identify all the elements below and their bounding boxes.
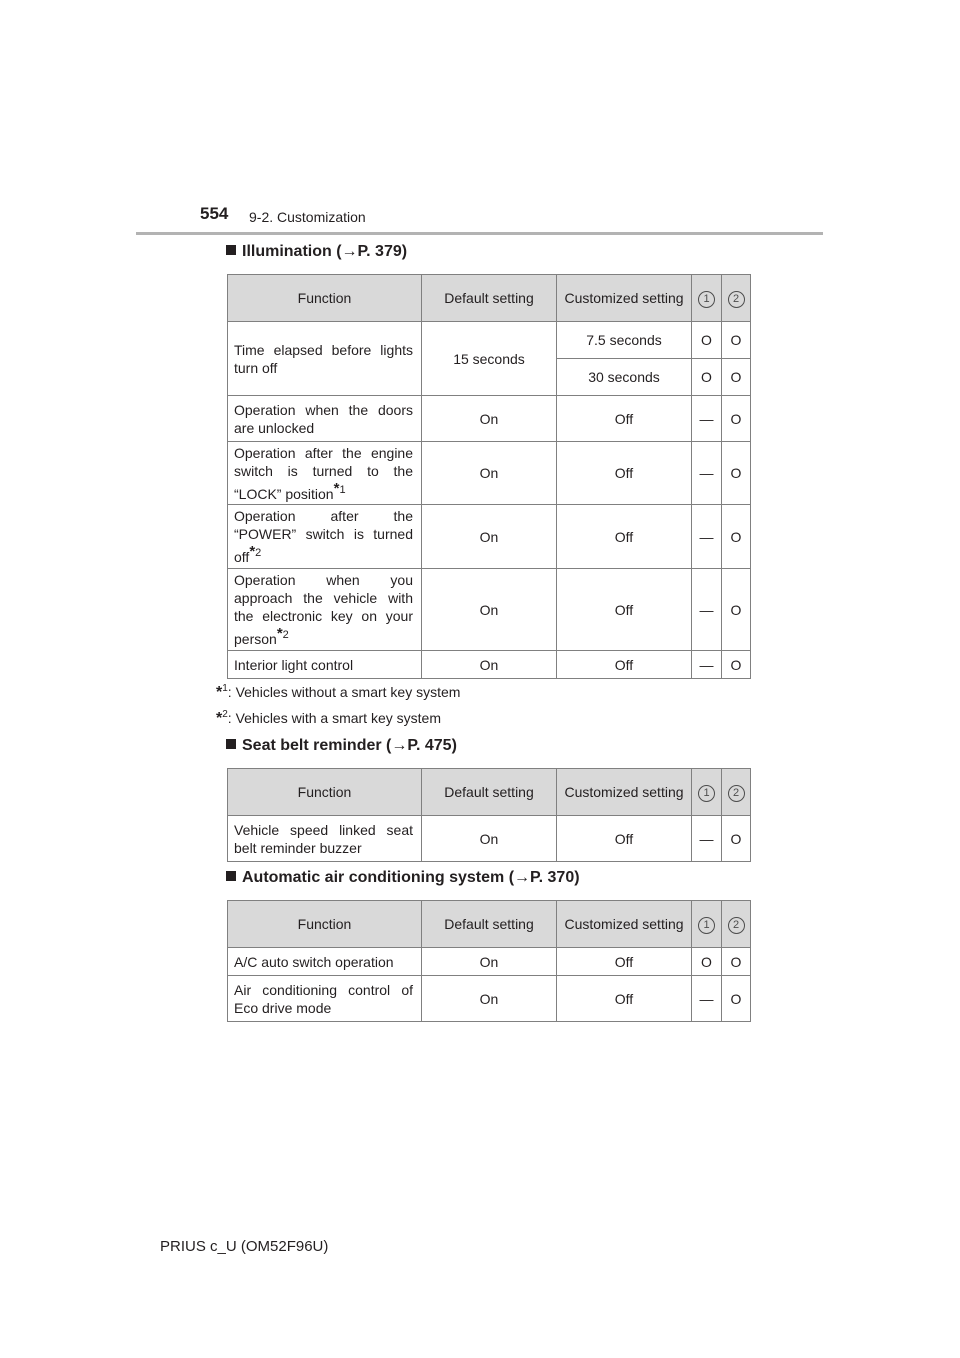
section-heading: 9-2. Customization <box>249 209 366 225</box>
column-header-customized: Customized setting <box>557 769 692 816</box>
option1-cell: — <box>692 816 722 862</box>
custom-cell: 7.5 seconds <box>557 322 692 359</box>
option2-cell: O <box>722 505 751 569</box>
custom-cell: Off <box>557 396 692 442</box>
column-header-default: Default setting <box>422 901 557 948</box>
default-cell: On <box>422 442 557 505</box>
column-header-customized: Customized setting <box>557 901 692 948</box>
column-header-1 <box>692 769 722 816</box>
table-header-row <box>228 901 751 948</box>
circled-1-icon: 1 <box>698 291 715 308</box>
option2-cell: O <box>722 976 751 1022</box>
circled-2-icon: 2 <box>728 917 745 934</box>
option1-cell: — <box>692 569 722 651</box>
function-cell: Vehicle speed linked seat belt reminder buzzer <box>228 816 422 862</box>
column-header-function: Function <box>228 769 422 816</box>
table-row <box>228 651 751 679</box>
function-cell: Operation when you approach the vehicle with the electronic key on your person$^{*2}$ <box>228 569 422 651</box>
option1-cell: O <box>692 359 722 396</box>
option2-cell: O <box>722 816 751 862</box>
column-header-function: Function <box>228 275 422 322</box>
column-header-2 <box>722 769 751 816</box>
option1-cell: O <box>692 322 722 359</box>
column-header-2 <box>722 901 751 948</box>
footnote-ref: *2 <box>276 625 289 642</box>
custom-cell: Off <box>557 505 692 569</box>
table-header-row <box>228 275 751 322</box>
air-conditioning-section-title: Automatic air conditioning system (→P. 370) <box>226 869 580 887</box>
option2-cell: O <box>722 569 751 651</box>
custom-cell: 30 seconds <box>557 359 692 396</box>
column-header-2 <box>722 275 751 322</box>
default-cell: On <box>422 569 557 651</box>
default-cell: On <box>422 396 557 442</box>
circled-2-icon: 2 <box>728 291 745 308</box>
option2-cell: O <box>722 651 751 679</box>
custom-cell: Off <box>557 442 692 505</box>
custom-cell: Off <box>557 976 692 1022</box>
default-cell: On <box>422 505 557 569</box>
option2-cell: O <box>722 396 751 442</box>
circled-2-icon: 2 <box>728 785 745 802</box>
option1-cell: — <box>692 651 722 679</box>
default-cell: On <box>422 816 557 862</box>
table-row <box>228 976 751 1022</box>
default-cell: On <box>422 651 557 679</box>
footnote-ref: *1 <box>333 479 346 497</box>
option1-cell: — <box>692 396 722 442</box>
footnote-ref: *2 <box>249 543 262 560</box>
option2-cell: O <box>722 322 751 359</box>
default-cell: On <box>422 948 557 976</box>
column-header-function: Function <box>228 901 422 948</box>
custom-cell: Off <box>557 569 692 651</box>
default-cell: 15 seconds <box>422 322 557 396</box>
seat-belt-table <box>227 768 751 862</box>
function-cell: Operation after the engine switch is turned to the “LOCK” position$^{*1}$ <box>228 442 422 505</box>
table-row <box>228 948 751 976</box>
function-cell: Air conditioning control of Eco drive mode <box>228 976 422 1022</box>
option1-cell: — <box>692 505 722 569</box>
column-header-customized: Customized setting <box>557 275 692 322</box>
column-header-1 <box>692 901 722 948</box>
air-conditioning-table <box>227 900 751 1022</box>
function-cell: A/C auto switch operation <box>228 948 422 976</box>
table-row <box>228 816 751 862</box>
column-header-default: Default setting <box>422 275 557 322</box>
option1-cell: — <box>692 442 722 505</box>
option1-cell: O <box>692 948 722 976</box>
custom-cell: Off <box>557 651 692 679</box>
table-row <box>228 569 751 651</box>
document-footer: PRIUS c_U (OM52F96U) <box>160 1238 329 1255</box>
bullet-square-icon <box>226 245 236 255</box>
function-cell: Interior light control <box>228 651 422 679</box>
table-row <box>228 322 751 359</box>
footnote-2: *$^2$: Vehicles with a smart key system <box>216 709 441 727</box>
illumination-section-title: Illumination (→P. 379) <box>226 243 407 261</box>
function-cell: Operation after the “POWER” switch is turned off$^{*2}$ <box>228 505 422 569</box>
default-cell: On <box>422 976 557 1022</box>
table-row <box>228 396 751 442</box>
custom-cell: Off <box>557 816 692 862</box>
option1-cell: — <box>692 976 722 1022</box>
custom-cell: Off <box>557 948 692 976</box>
column-header-1 <box>692 275 722 322</box>
illumination-table <box>227 274 751 679</box>
function-cell: Time elapsed before lights turn off <box>228 322 422 396</box>
page-number: 554 <box>200 204 229 223</box>
table-row <box>228 505 751 569</box>
bullet-square-icon <box>226 871 236 881</box>
option2-cell: O <box>722 948 751 976</box>
bullet-square-icon <box>226 739 236 749</box>
function-cell: Operation when the doors are unlocked <box>228 396 422 442</box>
option2-cell: O <box>722 359 751 396</box>
footnote-1: *$^1$: Vehicles without a smart key system <box>216 683 461 701</box>
column-header-default: Default setting <box>422 769 557 816</box>
header-divider <box>136 232 823 235</box>
seat-belt-section-title: Seat belt reminder (→P. 475) <box>226 737 457 755</box>
circled-1-icon: 1 <box>698 917 715 934</box>
option2-cell: O <box>722 442 751 505</box>
circled-1-icon: 1 <box>698 785 715 802</box>
table-header-row <box>228 769 751 816</box>
table-row <box>228 442 751 505</box>
